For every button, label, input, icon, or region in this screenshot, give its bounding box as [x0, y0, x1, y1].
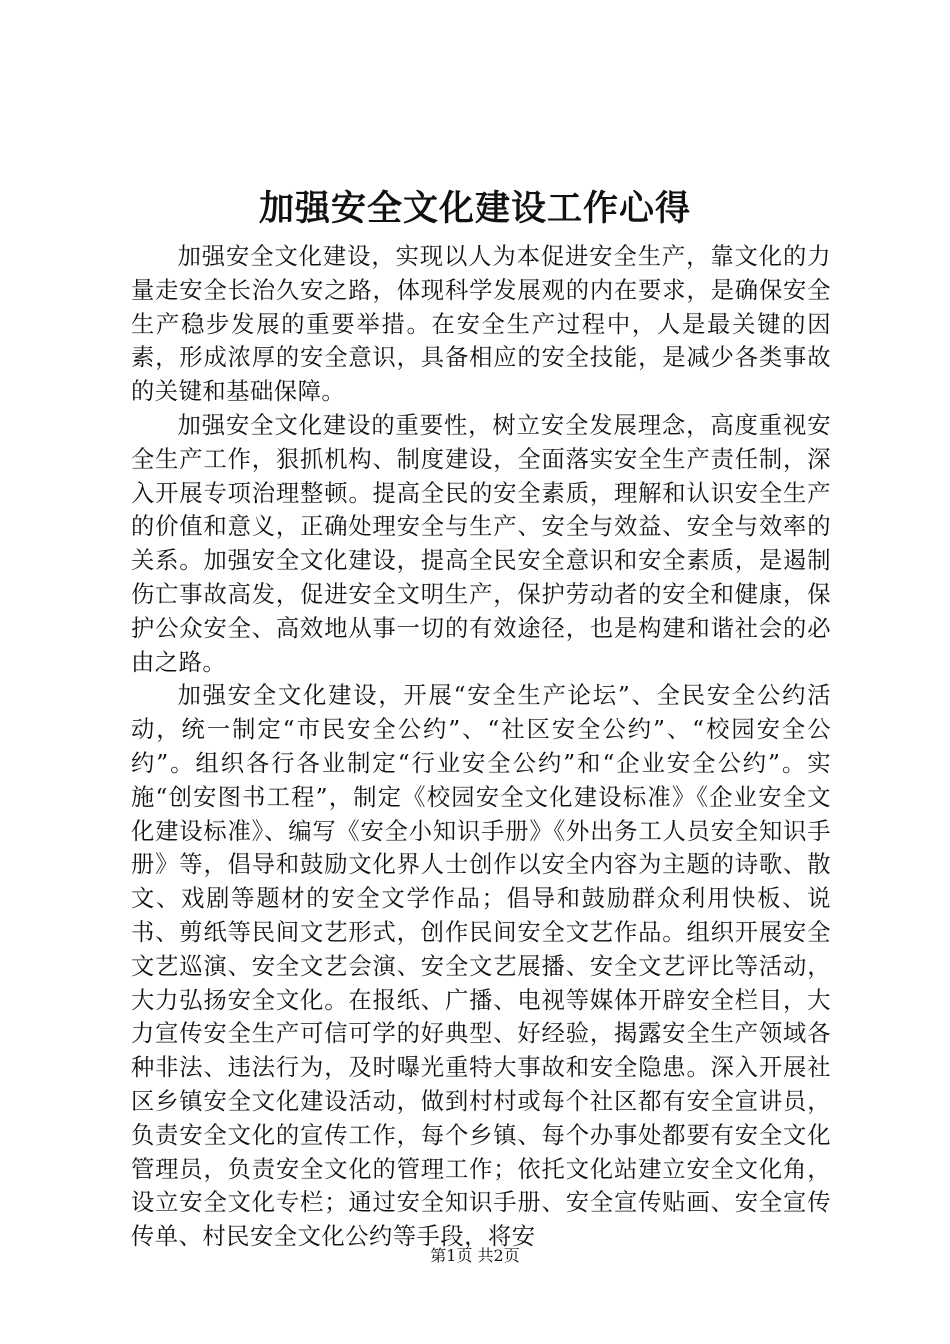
paragraph-2: 加强安全文化建设的重要性，树立安全发展理念，高度重视安全生产工作，狠抓机构、制度建设，全面落实安全生产责任制，深入开展专项治理整顿。提高全民的安全素质，理解和认识安全生产的价值和意义，正确处理安全与生产、安全与效益、安全与效率的关系。加强安全文化建设，提高全民安全意识和安全素质，是遏制伤亡事故高发，促进安全文明生产，保护劳动者的安全和健康，保护公众安全、高效地从事一切的有效途径，也是构建和谐社会的必由之路。 — [131, 411, 831, 676]
document-body — [131, 240, 831, 1254]
paragraph-3: 加强安全文化建设，开展“安全生产论坛”、全民安全公约活动，统一制定“市民安全公约”、“社区安全公约”、“校园安全公约”。组织各行各业制定“行业安全公约”和“企业安全公约”。实施“创安图书工程”，制定《校园安全文化建设标准》《企业安全文化建设标准》、编写《安全小知识手册》《外出务工人员安全知识手册》等，倡导和鼓励文化界人士创作以安全内容为主题的诗歌、散文、戏剧等题材的安全文学作品；倡导和鼓励群众利用快板、说书、剪纸等民间文艺形式，创作民间安全文艺作品。组织开展安全文艺巡演、安全文艺会演、安全文艺展播、安全文艺评比等活动，大力弘扬安全文化。在报纸、广播、电视等媒体开辟安全栏目，大力宣传安全生产可信可学的好典型、好经验，揭露安全生产领域各种非法、违法行为，及时曝光重特大事故和安全隐患。深入开展社区乡镇安全文化建设活动，做到村村或每个社区都有安全宣讲员，负责安全文化的宣传工作，每个乡镇、每个办事处都要有安全文化管理员，负责安全文化的管理工作；依托文化站建立安全文化角，设立安全文化专栏；通过安全知识手册、安全宣传贴画、安全宣传传单、村民安全文化公约等手段，将安 — [131, 682, 831, 1251]
paragraph-1: 加强安全文化建设，实现以人为本促进安全生产，靠文化的力量走安全长治久安之路，体现科学发展观的内在要求，是确保安全生产稳步发展的重要举措。在安全生产过程中，人是最关键的因素，形成浓厚的安全意识，具备相应的安全技能，是减少各类事故的关键和基础保障。 — [131, 243, 831, 406]
page-footer-indicator: 第1页 共2页 — [430, 1246, 520, 1265]
document-title: 加强安全文化建设工作心得 — [258, 188, 691, 229]
